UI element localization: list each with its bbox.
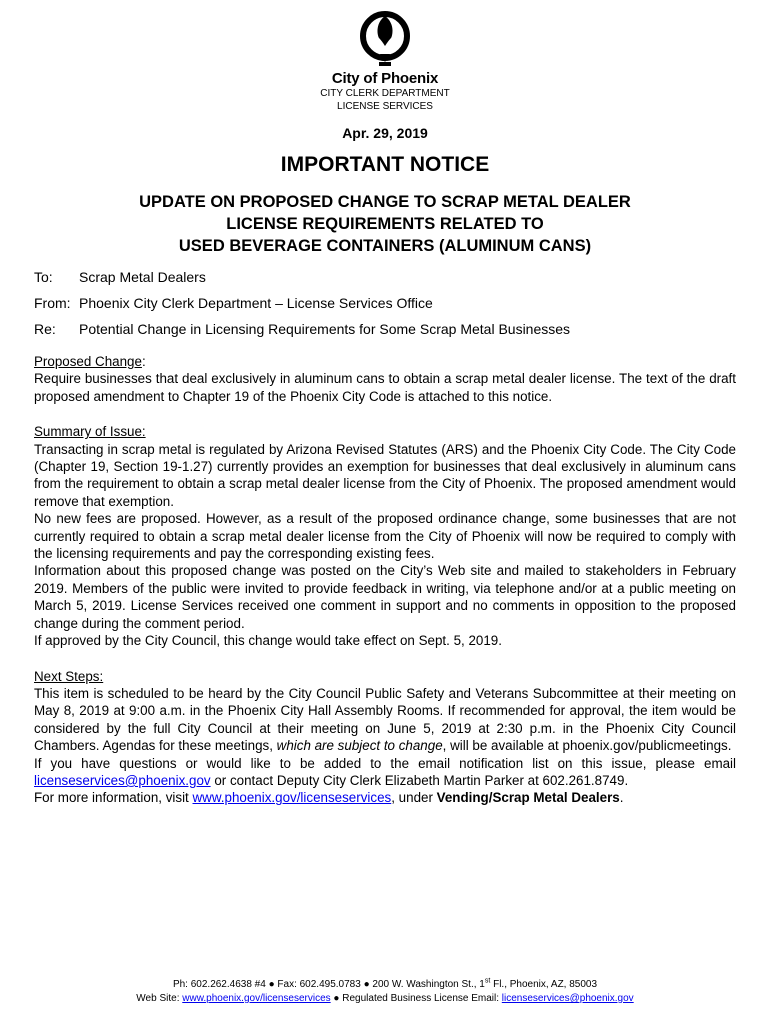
footer-superscript: st bbox=[484, 977, 491, 985]
update-title-line: LICENSE REQUIREMENTS RELATED TO bbox=[226, 215, 544, 233]
footer-text: Fl., Phoenix, AZ, 85003 bbox=[490, 979, 598, 990]
notice-title: IMPORTANT NOTICE bbox=[280, 153, 490, 176]
summary-paragraph: No new fees are proposed. However, as a result of the proposed ordinance change, some businesses that are not currently required to obtain a scrap metal dealer license from the City of Phoenix will now be required to comply with the licensing requirements and pay the corresponding existing fees. bbox=[34, 511, 736, 562]
summary-section bbox=[34, 423, 736, 649]
proposed-change-colon: : bbox=[141, 354, 146, 369]
next-steps-heading: Next Steps: bbox=[34, 668, 104, 684]
more-info-text: , under bbox=[391, 790, 437, 806]
document-page bbox=[34, 10, 736, 807]
page-footer bbox=[0, 978, 770, 1006]
memo-from-label: From: bbox=[34, 295, 71, 311]
footer-contact-line bbox=[0, 978, 770, 992]
memo-from bbox=[34, 295, 736, 311]
memo-to-label: To: bbox=[34, 269, 53, 285]
more-info-paragraph bbox=[34, 789, 736, 806]
city-name: City of Phoenix bbox=[331, 70, 439, 87]
more-info-bold-text: Vending/Scrap Metal Dealers bbox=[436, 790, 620, 806]
footer-text: Ph: 602.262.4638 #4 ● Fax: 602.495.0783 ● 200 W. Washington St., 1 bbox=[172, 979, 485, 990]
footer-text: Web Site: bbox=[136, 993, 183, 1004]
memo-to-value: Scrap Metal Dealers bbox=[79, 269, 206, 285]
update-title-line: USED BEVERAGE CONTAINERS (ALUMINUM CANS) bbox=[178, 237, 592, 255]
update-title-line: UPDATE ON PROPOSED CHANGE TO SCRAP METAL DEALER bbox=[139, 193, 631, 211]
footer-web-line bbox=[0, 992, 770, 1006]
next-steps-text: , will be available at phoenix.gov/publicmeetings. bbox=[442, 738, 732, 754]
memo-re bbox=[34, 321, 736, 337]
memo-from-value: Phoenix City Clerk Department – License Services Office bbox=[79, 295, 433, 311]
summary-paragraph: If approved by the City Council, this change would take effect on Sept. 5, 2019. bbox=[34, 633, 502, 649]
summary-paragraph: Information about this proposed change was posted on the City’s Web site and mailed to stakeholders in February 2019. Members of the public were invited to provide feedback in writing, via telephone and/or at a public meeting on March 5, 2019. License Services received one comment in support and no comments in opposition to the proposed change during the comment period. bbox=[34, 563, 736, 631]
next-steps-text: This item is scheduled to be heard by the City Council Public Safety and Veterans Subcommittee at their meeting on May 8, 2019 at 9:00 a.m. in the Phoenix City Hall Assembly Rooms. If recommended for approval, the item would be considered by the full City Council at their meeting on June 5, 2019 at 2:30 p.m. in the Phoenix City Council Chambers. Agendas for these meetings, bbox=[34, 685, 736, 754]
memo-to bbox=[34, 269, 736, 285]
memo-re-label: Re: bbox=[34, 321, 56, 337]
notice-date: Apr. 29, 2019 bbox=[342, 125, 428, 141]
footer-email-link[interactable]: licenseservices@phoenix.gov bbox=[501, 993, 634, 1004]
phoenix-bird-logo-icon bbox=[360, 10, 410, 68]
proposed-change-heading: Proposed Change bbox=[34, 354, 142, 369]
next-steps-section bbox=[34, 668, 736, 807]
letterhead bbox=[34, 10, 736, 257]
license-services-link[interactable]: www.phoenix.gov/licenseservices bbox=[192, 790, 392, 806]
contact-text: or contact Deputy City Clerk Elizabeth Martin Parker at 602.261.8749. bbox=[210, 772, 629, 788]
update-title bbox=[34, 191, 736, 257]
contact-text: If you have questions or would like to be added to the email notification list on this issue, please email bbox=[34, 755, 736, 771]
department-name: CITY CLERK DEPARTMENT bbox=[320, 88, 450, 99]
division-name: LICENSE SERVICES bbox=[337, 101, 433, 112]
memo-re-value: Potential Change in Licensing Requirements for Some Scrap Metal Businesses bbox=[79, 321, 571, 337]
more-info-text: For more information, visit bbox=[34, 790, 193, 806]
more-info-text: . bbox=[619, 790, 624, 806]
footer-text: ● Regulated Business License Email: bbox=[330, 993, 502, 1004]
proposed-change-text: Require businesses that deal exclusively in aluminum cans to obtain a scrap metal dealer license. The text of the draft proposed amendment to Chapter 19 of the Phoenix City Code is attached to this notice. bbox=[34, 371, 736, 404]
summary-heading: Summary of Issue: bbox=[34, 424, 146, 440]
proposed-change-section bbox=[34, 353, 736, 405]
next-steps-italic-text: which are subject to change bbox=[276, 738, 443, 754]
email-link[interactable]: licenseservices@phoenix.gov bbox=[34, 772, 211, 788]
footer-website-link[interactable]: www.phoenix.gov/licenseservices bbox=[182, 993, 331, 1004]
contact-paragraph bbox=[34, 755, 736, 790]
summary-paragraph: Transacting in scrap metal is regulated by Arizona Revised Statutes (ARS) and the Phoenix City Code. The City Code (Chapter 19, Section 19-1.27) currently provides an exemption for businesses that deal exclusively in aluminum cans from the requirement to obtain a scrap metal dealer license from the City of Phoenix. The proposed amendment would remove that exemption. bbox=[34, 441, 736, 509]
memo-block bbox=[34, 269, 736, 337]
next-steps-paragraph bbox=[34, 685, 736, 755]
